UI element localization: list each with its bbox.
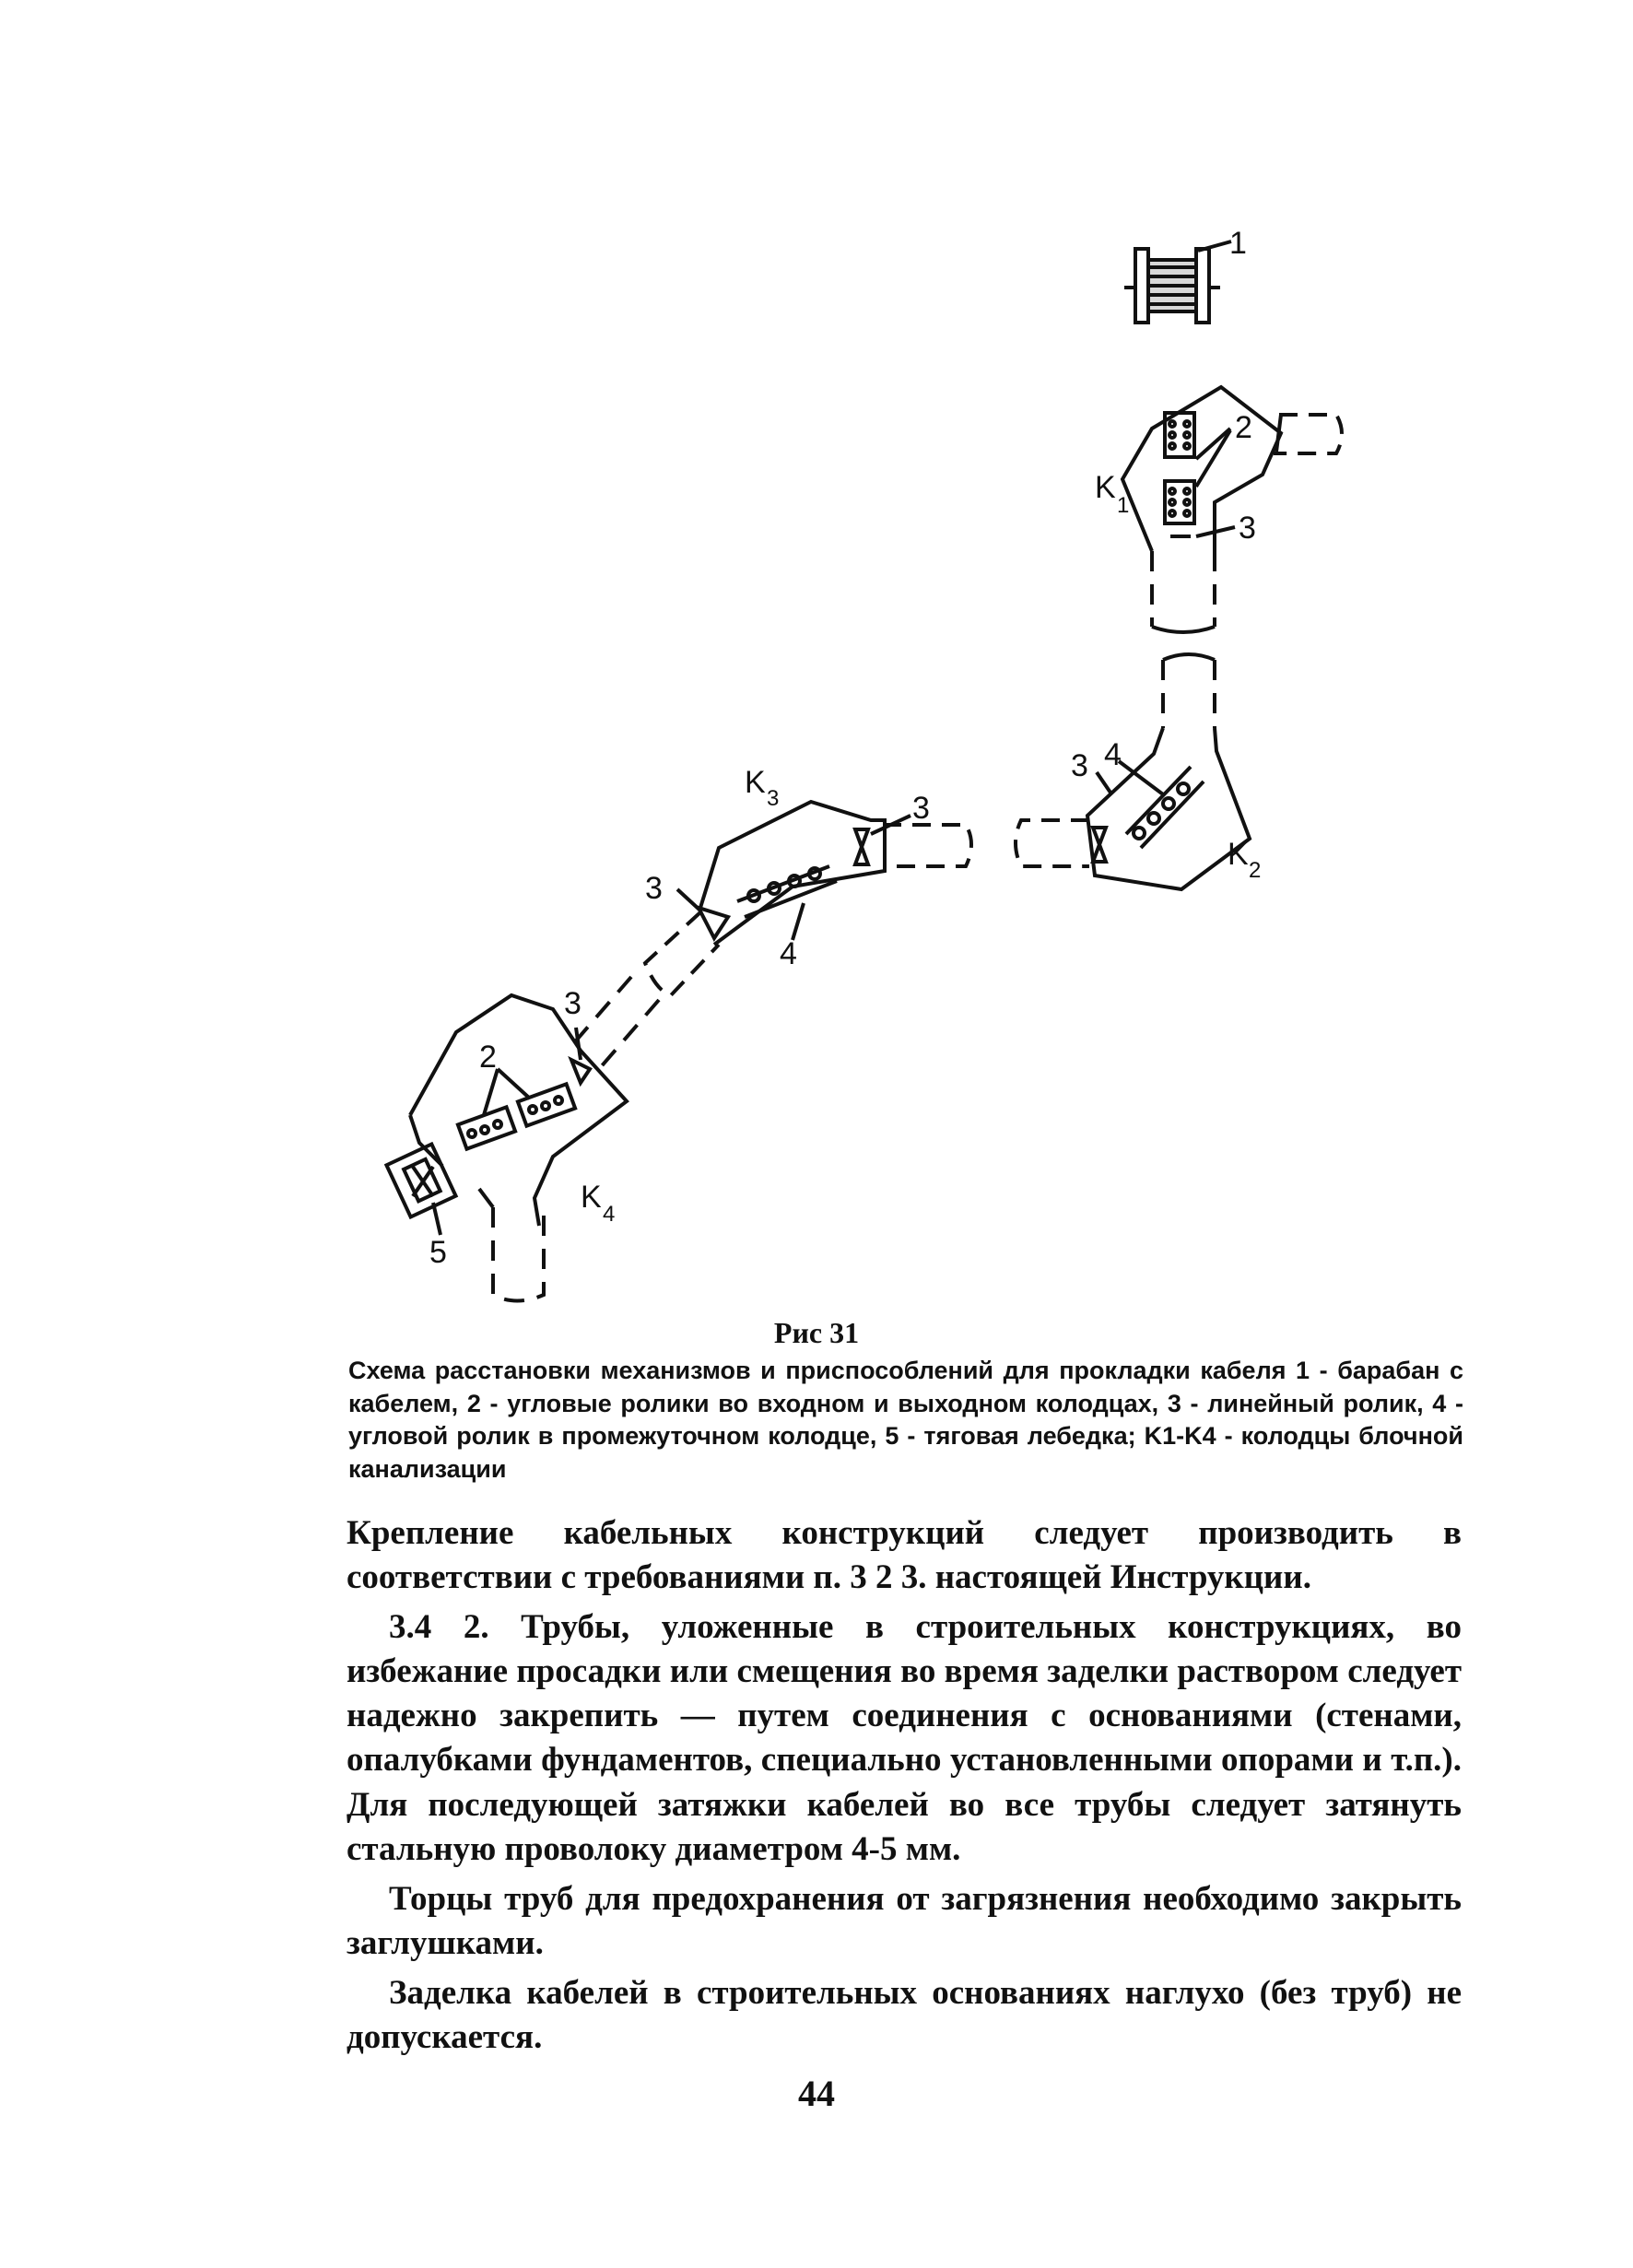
cable-drum <box>1124 241 1231 323</box>
k2-index: 2 <box>1249 858 1262 883</box>
well-k3 <box>645 802 971 995</box>
paragraph-2: 3.4 2. Трубы, уложенные в строительных конструкциях, во избежание просадки или смещения во время заделки раствором следует надежно закрепить — путем соединения с основаниями (стенами, опалубками фундаментов, специально установленными опорами и т.п.). Для последующей затяжки кабелей во все трубы следует затянуть стальную проволоку диаметром 4-5 мм. <box>347 1608 1462 1868</box>
drum-label: 1 <box>1229 226 1247 261</box>
k2-label-4: 4 <box>1104 737 1122 772</box>
k4-label-2: 2 <box>479 1040 497 1075</box>
k4-index: 4 <box>603 1202 616 1227</box>
well-k4 <box>386 995 627 1301</box>
paragraph-4: Заделка кабелей в строительных основаниях наглухо (без труб) не допускается. <box>347 1973 1462 2057</box>
k3-label-3-left: 3 <box>645 871 663 906</box>
k3-letter: K <box>745 765 766 800</box>
well-k1 <box>1122 387 1342 632</box>
paragraph-3: Торцы труб для предохранения от загрязнения необходимо закрыть заглушками. <box>347 1879 1462 1962</box>
k1-label-3: 3 <box>1239 511 1256 546</box>
figure-caption-text: Схема расстановки механизмов и приспособлений для прокладки кабеля 1 - барабан с кабелем, 2 - угловые ролики во входном и выходном колодцах, 3 - линейный ролик, 4 - угловой ролик в промежуточном колодце, 5 - тяговая лебедка; K1-K4 - колодцы блочной канализации <box>348 1357 1463 1483</box>
k1-label-2: 2 <box>1235 410 1252 445</box>
k3-label-4: 4 <box>780 936 797 971</box>
well-k2 <box>1016 654 1250 889</box>
k4-label-3: 3 <box>564 986 582 1021</box>
page-number: 44 <box>798 2073 835 2114</box>
k4-label-5: 5 <box>429 1235 447 1270</box>
k2-letter: K <box>1228 837 1249 872</box>
paragraph-1: Крепление кабельных конструкций следует производить в соответствии с требованиями п. 3 2 3. настоящей Инструкции. <box>347 1514 1462 1597</box>
k4-letter: K <box>581 1180 602 1215</box>
body-text <box>347 1511 1462 2065</box>
k1-index: 1 <box>1117 493 1130 518</box>
k2-label-3: 3 <box>1071 748 1088 783</box>
k1-letter: K <box>1095 470 1116 505</box>
figure-caption-title: Рис 31 <box>773 1316 860 1349</box>
k3-index: 3 <box>767 786 780 811</box>
k3-label-3-right: 3 <box>912 791 930 826</box>
